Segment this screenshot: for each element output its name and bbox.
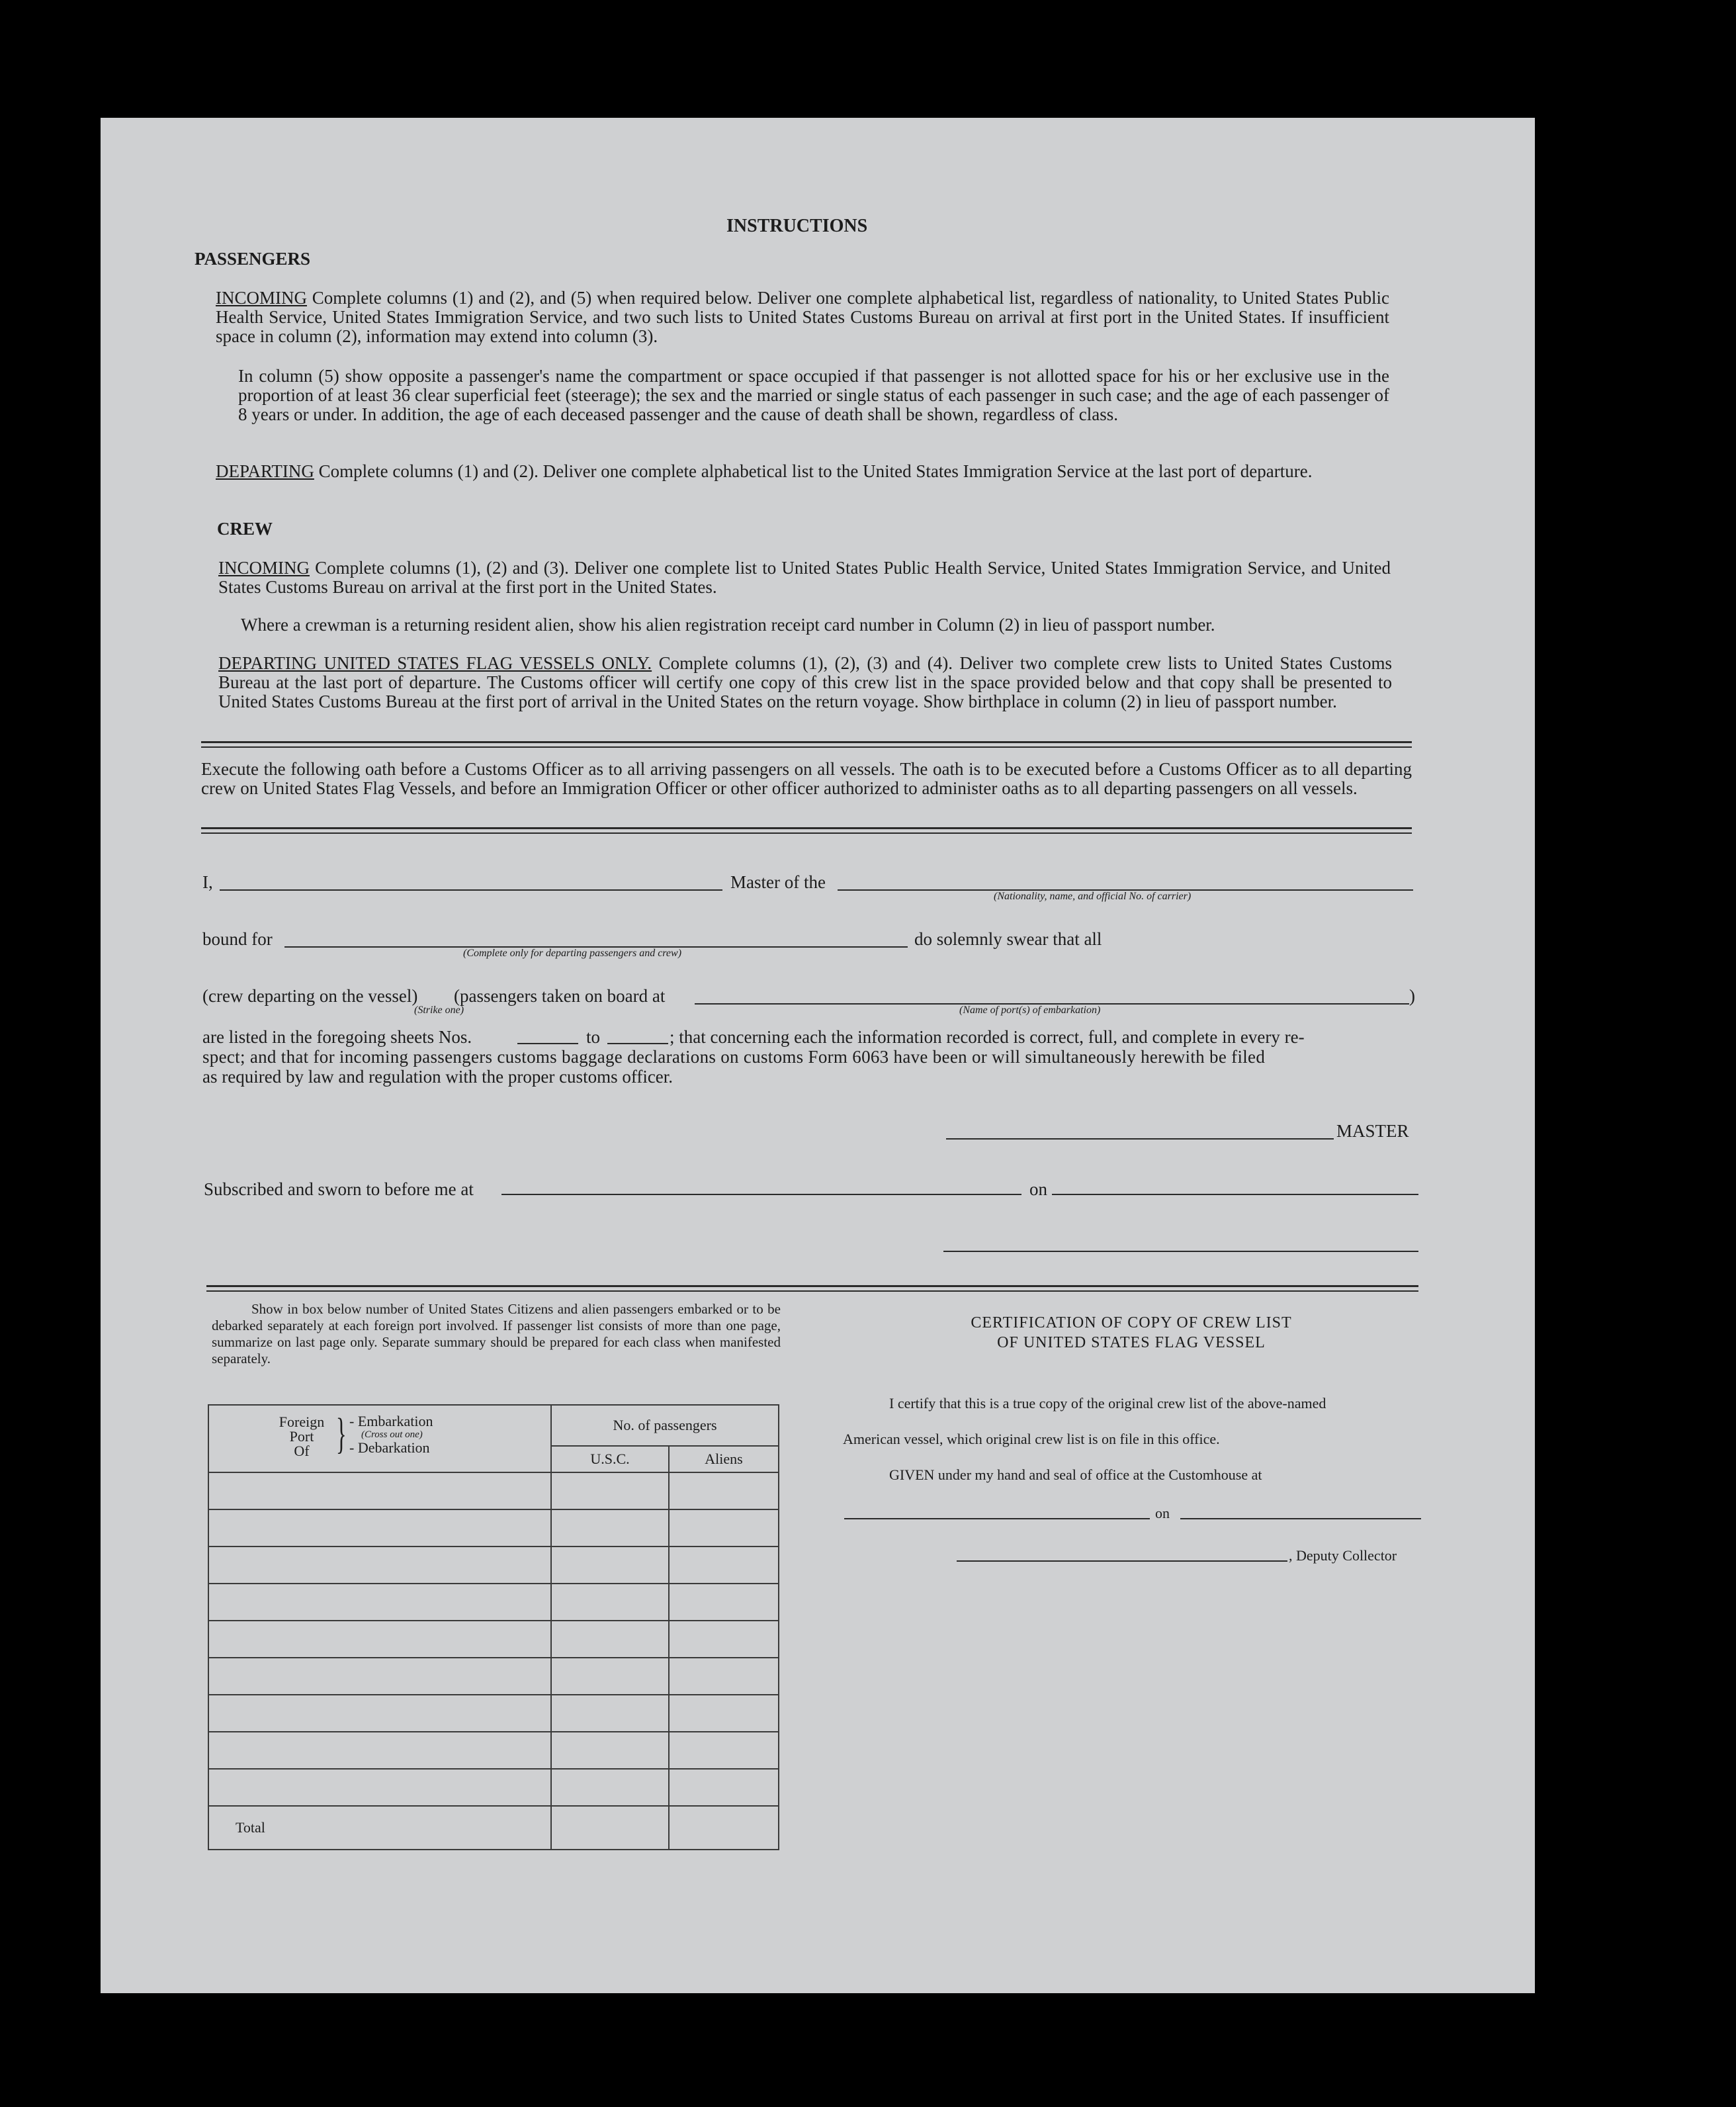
certification-title-line1: CERTIFICATION OF COPY OF CREW LIST xyxy=(971,1314,1292,1331)
certification-date-field[interactable] xyxy=(1180,1518,1421,1519)
aliens-cell[interactable] xyxy=(669,1621,779,1658)
passengers-incoming-paragraph xyxy=(216,289,1389,346)
passengers-departing-paragraph xyxy=(216,462,1389,481)
total-aliens-cell[interactable] xyxy=(669,1806,779,1850)
deputy-collector-label: , Deputy Collector xyxy=(1289,1547,1397,1564)
bound-for-label: bound for xyxy=(202,929,273,949)
aliens-cell[interactable] xyxy=(669,1509,779,1547)
crew-departing-text: Complete columns (1), (2), (3) and (4). Deliver two complete crew lists to United States Customs Bureau at the last port of departure. The Customs officer will certify one copy of this crew list in the space provided below and that copy shall be presented to United States Customs Bureau at the first port of arrival in the United States on the return voyage. Show birthplace in column (2) in lieu of passport number. xyxy=(218,653,1393,711)
table-row xyxy=(208,1584,779,1621)
section-divider xyxy=(206,1290,1418,1292)
table-row xyxy=(208,1472,779,1509)
foreign-port-header xyxy=(208,1405,551,1472)
crew-resident-alien-paragraph: Where a crewman is a returning resident alien, show his alien registration receipt card number in Column (2) in lieu of passport number. xyxy=(241,615,1215,635)
oath-instructions: Execute the following oath before a Customs Officer as to all arriving passengers on all vessels. The oath is to be executed before a Customs Officer as to all departing crew on United States Flag Vessels, and before an Immigration Officer or other officer authorized to administer oaths as to all departing passengers on all vessels. xyxy=(201,759,1412,798)
passengers-heading: PASSENGERS xyxy=(195,249,311,269)
listed-to: to xyxy=(586,1027,601,1047)
strike-one-caption: (Strike one) xyxy=(414,1005,464,1016)
aliens-cell[interactable] xyxy=(669,1547,779,1584)
subscribed-date-field[interactable] xyxy=(1052,1194,1418,1195)
table-row xyxy=(208,1509,779,1547)
total-label: Total xyxy=(208,1806,551,1850)
port-cell[interactable] xyxy=(208,1509,551,1547)
table-row xyxy=(208,1658,779,1695)
solemnly-swear-label: do solemnly swear that all xyxy=(914,929,1102,949)
total-row xyxy=(208,1806,779,1850)
bound-for-caption: (Complete only for departing passengers and crew) xyxy=(463,948,682,959)
crew-departing-option: (crew departing on the vessel) xyxy=(202,986,418,1006)
oath-line-2: spect; and that for incoming passengers customs baggage declarations on customs Form 6063 have been or will simultaneously herewith be filed xyxy=(202,1047,1266,1067)
table-row xyxy=(208,1732,779,1769)
subscribed-on-label: on xyxy=(1029,1179,1047,1199)
port-cell[interactable] xyxy=(208,1695,551,1732)
debarkation-option[interactable]: - Debarkation xyxy=(349,1439,430,1456)
oath-i-label: I, xyxy=(202,872,213,892)
section-divider xyxy=(201,741,1412,743)
crew-incoming-label: INCOMING xyxy=(218,558,310,578)
certify-line2: American vessel, which original crew list is on file in this office. xyxy=(843,1431,1220,1447)
aliens-cell[interactable] xyxy=(669,1658,779,1695)
certify-line1: I certify that this is a true copy of the original crew list of the above-named xyxy=(889,1395,1326,1412)
passenger-summary-table xyxy=(208,1404,779,1850)
ports-close-paren: ) xyxy=(1409,986,1415,1006)
page-title: INSTRUCTIONS xyxy=(726,216,868,236)
no-of-passengers-header: No. of passengers xyxy=(551,1405,779,1446)
aliens-cell[interactable] xyxy=(669,1769,779,1806)
port-cell[interactable] xyxy=(208,1732,551,1769)
given-line: GIVEN under my hand and seal of office at the Customhouse at xyxy=(889,1466,1262,1483)
passengers-column5-paragraph: In column (5) show opposite a passenger's name the compartment or space occupied if that passenger is not allotted space for his or her exclusive use in the proportion of at least 36 clear superficial feet (steerage); the sex and the married or single status of each passenger in such case; and the age of each passenger of 8 years or under. In addition, the age of each deceased passenger and the cause of death shall be shown, regardless of class. xyxy=(238,366,1389,424)
subscribed-place-field[interactable] xyxy=(501,1194,1021,1195)
port-cell[interactable] xyxy=(208,1621,551,1658)
usc-cell[interactable] xyxy=(551,1695,669,1732)
aliens-cell[interactable] xyxy=(669,1584,779,1621)
section-divider xyxy=(201,832,1412,834)
usc-cell[interactable] xyxy=(551,1584,669,1621)
table-row xyxy=(208,1621,779,1658)
port-cell[interactable] xyxy=(208,1584,551,1621)
usc-cell[interactable] xyxy=(551,1509,669,1547)
usc-cell[interactable] xyxy=(551,1621,669,1658)
certification-title xyxy=(860,1313,1403,1353)
summary-header-row xyxy=(208,1405,779,1446)
port-cell[interactable] xyxy=(208,1769,551,1806)
section-divider xyxy=(201,746,1412,748)
crew-departing-label: DEPARTING UNITED STATES FLAG VESSELS ONLY. xyxy=(218,653,652,673)
foreign-label: Foreign xyxy=(279,1413,325,1430)
aliens-cell[interactable] xyxy=(669,1695,779,1732)
master-of-the-label: Master of the xyxy=(730,872,826,892)
cross-out-caption: (Cross out one) xyxy=(361,1429,423,1440)
passengers-incoming-label: INCOMING xyxy=(216,288,307,308)
port-label: Port xyxy=(289,1428,314,1445)
sheet-to-field[interactable] xyxy=(607,1043,668,1044)
usc-cell[interactable] xyxy=(551,1472,669,1509)
listed-suffix: ; that concerning each the information recorded is correct, full, and complete in every re- xyxy=(670,1027,1305,1047)
usc-cell[interactable] xyxy=(551,1732,669,1769)
table-row xyxy=(208,1769,779,1806)
aliens-cell[interactable] xyxy=(669,1732,779,1769)
usc-cell[interactable] xyxy=(551,1547,669,1584)
passengers-departing-label: DEPARTING xyxy=(216,461,314,481)
oath-line-3: as required by law and regulation with the proper customs officer. xyxy=(202,1067,673,1087)
officer-signature-field[interactable] xyxy=(943,1251,1418,1252)
aliens-cell[interactable] xyxy=(669,1472,779,1509)
table-row xyxy=(208,1547,779,1584)
usc-cell[interactable] xyxy=(551,1769,669,1806)
listed-prefix: are listed in the foregoing sheets Nos. xyxy=(202,1027,472,1047)
carrier-caption: (Nationality, name, and official No. of carrier) xyxy=(994,891,1192,902)
master-name-field[interactable] xyxy=(220,889,722,891)
crew-incoming-text: Complete columns (1), (2) and (3). Deliver one complete list to United States Public Health Service, United States Immigration Service, and United States Customs Bureau on arrival at the first port in the United States. xyxy=(218,558,1391,597)
certification-title-line2: OF UNITED STATES FLAG VESSEL xyxy=(997,1334,1266,1351)
master-signature-field[interactable] xyxy=(946,1138,1334,1140)
subscribed-label: Subscribed and sworn to before me at xyxy=(204,1179,474,1199)
sheet-from-field[interactable] xyxy=(517,1043,578,1044)
master-label: MASTER xyxy=(1336,1121,1409,1141)
passengers-departing-text: Complete columns (1) and (2). Deliver one complete alphabetical list to the United States Immigration Service at the last port of departure. xyxy=(318,461,1313,481)
passengers-incoming-text: Complete columns (1) and (2), and (5) when required below. Deliver one complete alphabetical list, regardless of nationality, to United States Public Health Service, United States Immigration Service, and two such lists to United States Customs Bureau on arrival at first port in the United States. If insufficient space in column (2), information may extend into column (3). xyxy=(216,288,1389,346)
brace-icon: } xyxy=(335,1410,347,1458)
crew-heading: CREW xyxy=(217,519,273,539)
certification-on-label: on xyxy=(1155,1505,1170,1521)
usc-header: U.S.C. xyxy=(551,1446,669,1472)
ports-caption: (Name of port(s) of embarkation) xyxy=(959,1005,1101,1016)
passengers-taken-option: (passengers taken on board at xyxy=(454,986,666,1006)
embarkation-option[interactable]: - Embarkation xyxy=(349,1413,433,1429)
section-divider xyxy=(206,1285,1418,1287)
crew-incoming-paragraph xyxy=(218,559,1391,597)
port-cell[interactable] xyxy=(208,1658,551,1695)
customhouse-field[interactable] xyxy=(844,1518,1150,1519)
deputy-collector-signature-field[interactable] xyxy=(957,1560,1287,1562)
table-row xyxy=(208,1695,779,1732)
summary-instructions: Show in box below number of United States Citizens and alien passengers embarked or to be debarked separately at each foreign port involved. If passenger list consists of more than one page, summarize on last page only. Separate summary should be prepared for each class when manifested separately. xyxy=(212,1301,781,1367)
section-divider xyxy=(201,827,1412,829)
port-cell[interactable] xyxy=(208,1547,551,1584)
of-label: Of xyxy=(294,1443,310,1459)
port-cell[interactable] xyxy=(208,1472,551,1509)
aliens-header: Aliens xyxy=(669,1446,779,1472)
usc-cell[interactable] xyxy=(551,1658,669,1695)
total-usc-cell[interactable] xyxy=(551,1806,669,1850)
crew-departing-paragraph xyxy=(218,654,1392,711)
